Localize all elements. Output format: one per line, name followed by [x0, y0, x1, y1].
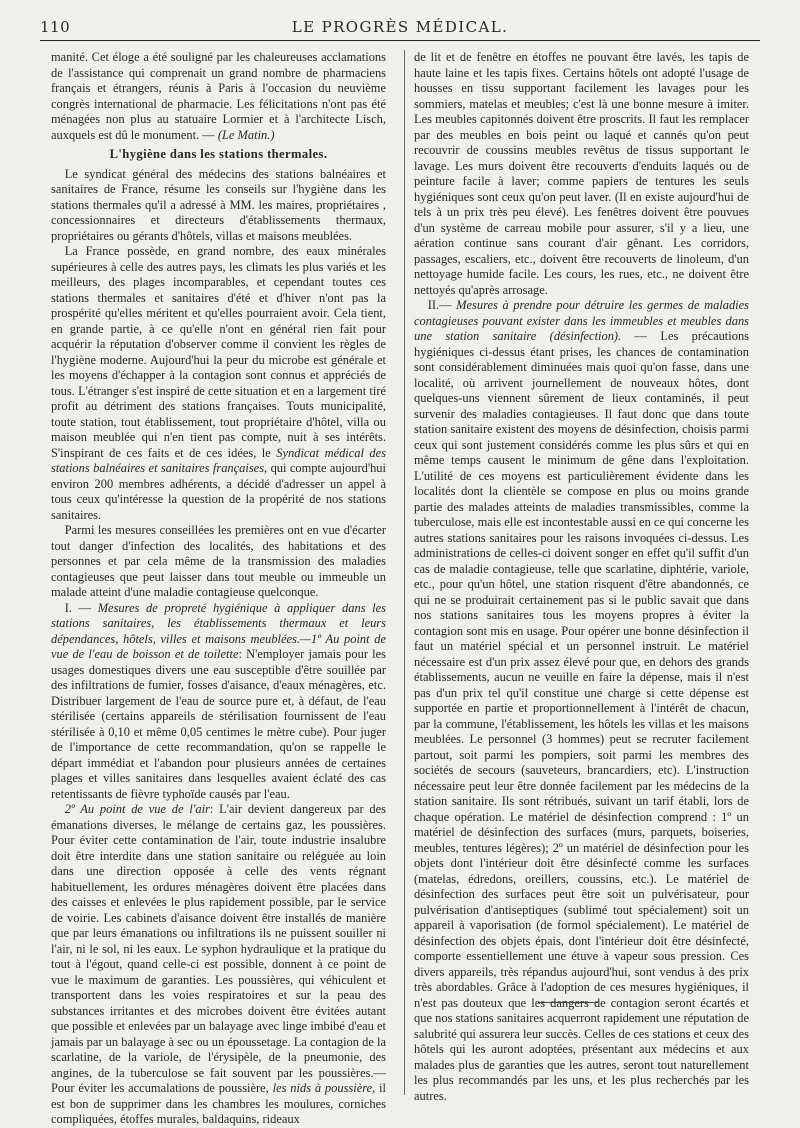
left-column — [51, 50, 386, 1128]
paragraph: La France possède, en grand nombre, des eaux minérales supérieures à celle des autres pays, les climats les plus variés et les meilleurs, des plages incomparables, et cependant toutes ces stations thermales et sanitaires d'été et d'hiver n'ont pas la prospérité qu'elles méritent et qu'elles pourraient avoir. Cela tient, en grande partie, à ce qu'elle n'ont en général rien fait pour acquérir la réputation d'observer comme il convient les règles de l'hygiène moderne. Aujourd'hui la peur du microbe est générale et les moyens d'échapper à la contagion sont connus et appréciés de tous. L'étranger s'est inspiré de cette situation et en a largement tiré profit au détriment des stations françaises. Touts municipalité, toute station, tout établissement, tout propriétaire d'hôtel, villa ou maison meublée qui n'en tient pas compte, nuit à ses intérêts. S'inspirant de ces faits et de ces idées, le Syndicat médical des stations balnéaires et sanitaires françaises, qui compte aujourd'hui environ 200 membres adhérents, a décidé d'adresser un appel à tous ceux qu'intéresse la question de la propérité de nos stations sanitaires. — [51, 244, 387, 522]
paragraph: 2º Au point de vue de l'air: L'air devient dangereux par des émanations diverses, le mélange de certains gaz, les poussières. Pour éviter cette contamination de l'air, toute industrie insalubre doit être interdite dans une station sanitaire ou reléguée au loin dans une direction opposée à celle des vents régnant habituellement, les ordures ménagères doivent être placées dans des caisses et enlevées le plus rapidement possible, par le service de voirie. Les cabinets d'aisance doivent être installés de manière que par leurs émanations ou infiltrations ils ne puissent souiller ni l'air, ni le sol, ni les eaux. Le syphon hydraulique et la pratique du tout à l'égout, quand celle-ci est possible, donnent à ce point de vue le maximum de garanties. Les poussières, qui véhiculent et transportent dans les voies respiratoires et sur la peau des substances irritantes et des microbes doivent être évitées autant que possible et enlevées par un balayage avec linge imbibé d'eau et jamais par un balayage à sec ou un époussetage. La contagion de la scarlatine, de la variole, de l'érysipèle, de la pneumonie, des angines, de la tuberculose se fait souvent par les poussières.— Pour éviter les accumalations de poussière, les nids à poussière, il est bon de supprimer dans les chambres les moulures, corniches compliquées, étoffes murales, baldaquins, rideaux — [51, 802, 387, 1126]
running-title: LE PROGRÈS MÉDICAL. — [291, 18, 509, 36]
paragraph: II.— Mesures à prendre pour détruire les germes de maladies contagieuses pouvant exister dans les immeubles et meubles dans une station sanitaire (désinfection). — Les précautions hygiéniques ci-dessus étant prises, les chances de contamination sont considérablement diminuées mais quoi qu'on fasse, dans une localité, où arrivent journellement de nouveaux hôtes, dont quelques-uns viennent sûrement de lieux contaminés, il peut survenir des maladies contagieuses. Il faut donc que dans toute station sanitaire existent des moyens de désinfection, choisis parmi ceux qui sont justement considérés comme les plus sûrs et qui en même temps causent le minimum de gêne dans l'exploitation. L'utilité de ces moyens est particulièrement évidente dans les localités dont la clientèle se compose en plus ou moins grande partie des malades atteints de maladies transmissibles, comme la tuberculose, mais elle est incontestable aussi en ce qui concerne les autres stations sanitaires pour les raisons invoquées ci-dessus. Les administrations de celles-ci doivent songer en effet qu'il suffit d'un cas de maladie contagieuse, telle que scarlatine, diphtérie, variole, etc., pour qu'un hôtel, une station risquent d'être abandonnés, ce qui ne se produirait certainement pas si le public savait que dans nos stations sanitaires tous les moyens propres à éviter la contagion sont mis en usage. Pour opérer une bonne désinfection il faut un matériel spécial et un personnel instruit. Le matériel nécessaire est d'un prix assez élevé pour que, en dehors des grands établissements, aucun ne veuille en faire la dépense, mais il n'est pas d'un prix tel qu'il constitue une charge si cette dépense est supportée en partie et proportionnellement à l'intérêt de chacun, par la commune, l'établissement, les hôtels les villas et les maisons meublées. Le personnel (3 hommes) peut se recruter facilement partout, soit parmi les pompiers, soit parmi les membres des sociétés de secours (sauveteurs, brancardiers, etc). L'instruction nécessaire peut leur être donnée facilement par les médecins de la station sanitaire. Ils sont rétribués, suivant un tarif établi, lors de chaque opération. Le matériel de désinfection comprend : 1º un matériel de désinfection des surfaces (murs, parquets, boiseries, meubles, tentures légères); 2º un matériel de désinfection pour les objets dont l'intérieur doit être désinfecté comme les surfaces (matelas, édredons, oreillers, coussins, etc.). Le matériel de désinfection des surfaces peut être soit un pulvérisateur, pour pulvérisation d'antiseptiques (sublimé tout spécialement) soit un appareil à vaporisation (de formol spécialement). Le matériel de désinfection des objets épais, dont l'intérieur doit être désinfecté, comporte essentiellement une étuve à vapeur sous pression. Ces divers appareils, très répandus aujourd'hui, sont vendus à des prix très abordables. Grâce à l'adoption de ces mesures hygiéniques, il n'est pas douteux que les dangers de contagion seront écartés et que nos stations sanitaires acquerront rapidement une réputation de salubrité qui assurera leur succès. Celles de ces stations et ceux des hôtels qui les auront adoptées, présentant aux médecins et aux malades plus de garanties que les autres, seront tout naturellement les plus recommandés par les uns, et les plus recherchés par les autres. — [414, 298, 750, 1103]
paragraph: de lit et de fenêtre en étoffes ne pouvant être lavés, les tapis de haute laine et les tapis fixes. Certains hôtels ont adopté l'usage de housses en tissu supportant facilement les lavages pour les sommiers, matelas et meubles; c'est là une bonne mesure à imiter. Les meubles capitonnés doivent être proscrits. Il faut les remplacer par des meubles en bois peint ou laqué et cannés qu'on peut recouvrir de coussins meubles revêtus de tissus supportant le lavage. Les murs doivent être recouverts d'enduits laqués ou de peinture facile à laver; comme papiers de tentures les seuls hygiéniques sont ceux qu'on peut laver. (Il en existe aujourd'hui de tels à un prix très peu élevé). Les fenêtres doivent être pouvues d'un système de carreau mobile pour assurer, s'il y a lieu, une aération continue sans courant d'air gênant. Les corridors, passages, escaliers, etc., doivent être recouverts de linoleum, d'un nettoyage humide facile. Les cours, les rues, etc., ne doivent être nettoyés qu'après arrosage. — [414, 50, 749, 297]
paragraph: I. — Mesures de propreté hygiénique à appliquer dans les stations sanitaires, les établissements thermaux et leurs dépendances, hôtels, villes et maisons meublées.—1º Au point de vue de l'eau de boisson et de toilette: N'employer jamais pour les usages domestiques divers une eau susceptible d'être souillée par des infiltrations de fumier, fosses d'aisance, d'eaux ménagères, etc. Distribuer largement de l'eau de source pure et, à défaut, de l'eau stérilisée (certains appareils de stérilisation fournissent de l'eau stérilisée à 0,10 et même 0,05 centimes le mètre cube). Pour juger de l'importance de cette recommandation, qu'on se rappelle le départ immédiat et l'abandon pour plusieurs années de certaines plages et villes sanitaires dans lesquelles avaient éclaté des cas retentissants de fièvre typhoïde causés par l'eau. — [51, 600, 386, 801]
page-header — [40, 18, 760, 41]
paragraph: Le syndicat général des médecins des stations balnéaires et sanitaires de France, résume les conseils sur l'hygiène dans les stations thermales qu'il a adressé à MM. les maires, propriétaires , concessionnaires et directeurs d'établissements thermaux, propriétaires ou gérants d'hôtels, villas et maisons meublées. — [51, 166, 386, 243]
right-column — [414, 50, 749, 1104]
column-divider — [404, 50, 405, 1095]
page-number: 110 — [40, 18, 71, 36]
paragraph: Parmi les mesures conseillées les premières ont en vue d'écarter tout danger d'infection des localités, des habitations et des personnes et par cela même de la transmission des maladies contagieuses que peut laisser dans tout meuble ou immeuble un malade atteint d'une maladie contagieuse quelconque. — [51, 523, 386, 599]
paragraph: manité. Cet éloge a été souligné par les chaleureuses acclamations de l'assistance qui comprenait un grand nombre de pharmaciens français et étrangers, réunis à Paris à l'occasion du neuvième congrès international de pharmacie. Les félicitations n'ont pas été ménagées non plus au statuaire Lormier et à l'architecte Lisch, auxquels est dû le monument. — (Le Matin.) — [51, 50, 386, 142]
section-title: L'hygiène dans les stations thermales. — [109, 147, 328, 161]
end-rule — [538, 1002, 598, 1003]
